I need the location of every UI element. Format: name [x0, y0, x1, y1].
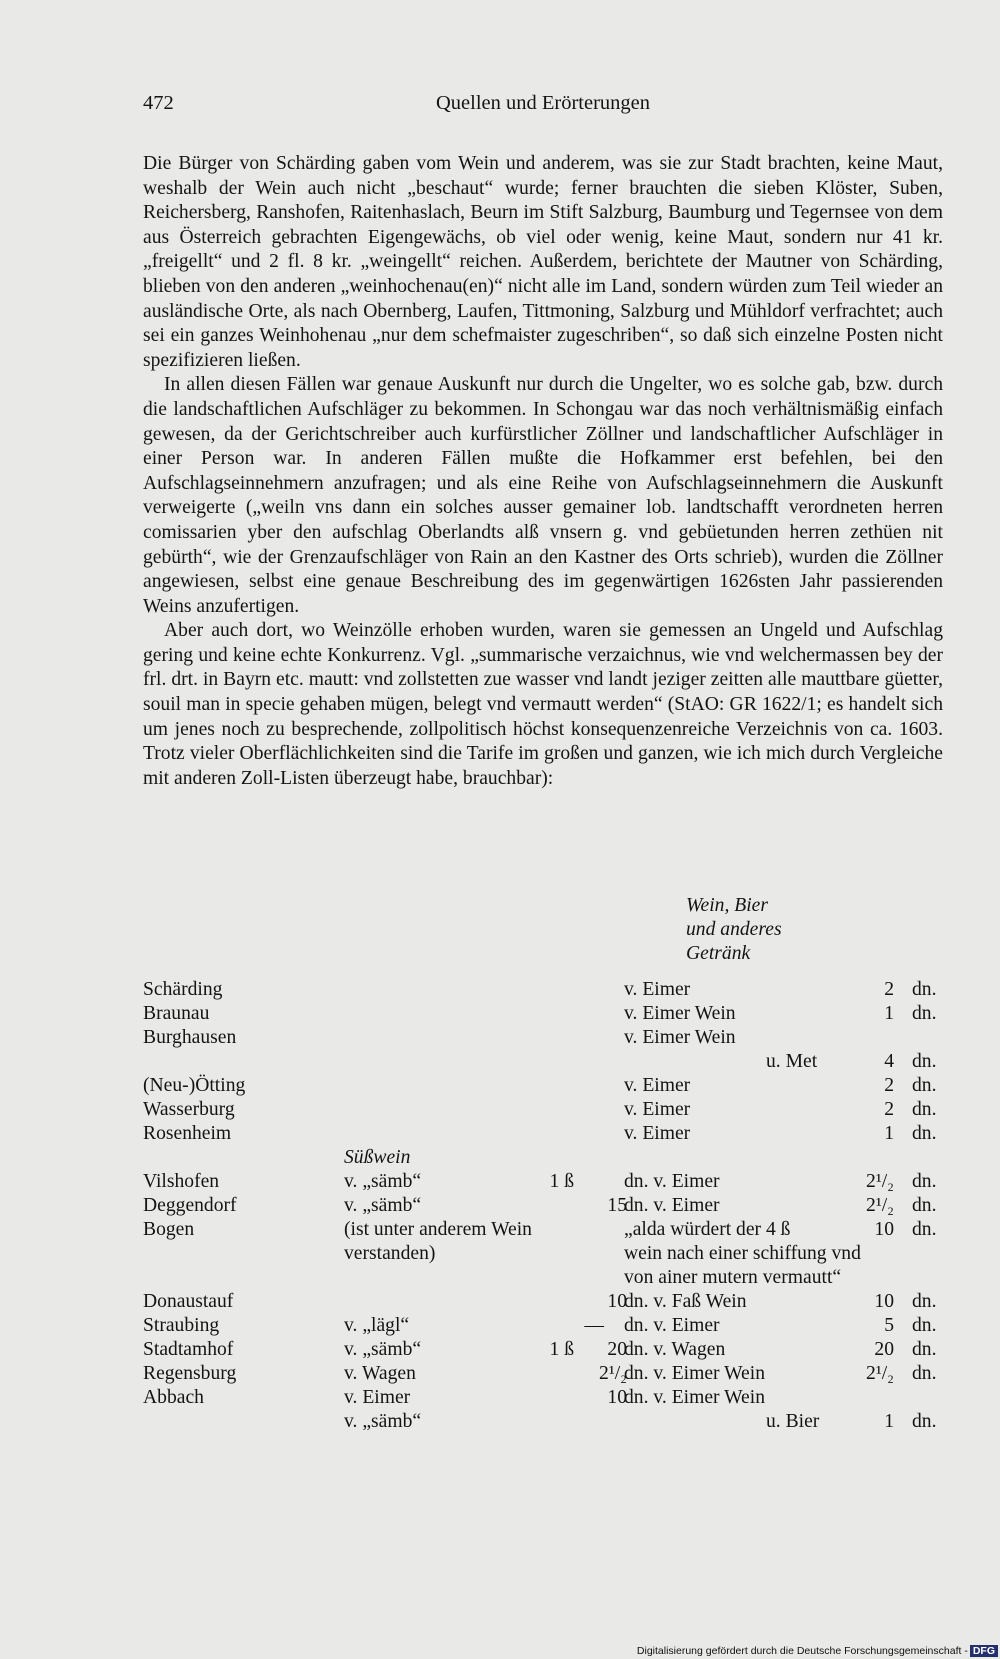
table-row — [0, 1314, 1000, 1338]
place-name: (Neu-)Ötting — [143, 1075, 246, 1096]
wine-unit: v. Eimer — [624, 1099, 691, 1120]
place-name: Rosenheim — [143, 1123, 232, 1144]
sweetwine-unit: v. „sämb“ — [344, 1411, 422, 1432]
table-row — [0, 978, 1000, 1002]
place-name: Burghausen — [143, 1027, 237, 1048]
place-name: Donaustauf — [143, 1291, 234, 1312]
table-header-line: Wein, Bier — [686, 895, 768, 916]
table-row — [0, 1194, 1000, 1218]
place-name: Bogen — [143, 1219, 195, 1240]
wine-amount: 2¹/₂ — [866, 1363, 894, 1384]
wine-amount: 2 — [884, 979, 894, 1000]
place-name: Straubing — [143, 1315, 220, 1336]
wine-unit: v. Eimer — [624, 979, 691, 1000]
wine-currency: dn. — [912, 1075, 937, 1096]
wine-currency: dn. — [912, 979, 937, 1000]
wine-amount: 10 — [874, 1219, 894, 1240]
table-row — [0, 1170, 1000, 1194]
sweetwine-unit: v. „lägl“ — [344, 1315, 410, 1336]
sweetwine-amount: 2¹/₂ — [599, 1363, 627, 1384]
wine-amount: 2¹/₂ — [866, 1171, 894, 1192]
wine-amount: 1 — [884, 1003, 894, 1024]
wine-unit-extra: u. Bier — [766, 1411, 820, 1432]
place-name: Schärding — [143, 979, 223, 1000]
wine-amount: 2 — [884, 1099, 894, 1120]
table-row — [0, 1290, 1000, 1314]
wine-unit: wein nach einer schiffung vnd — [624, 1243, 861, 1264]
wine-currency: dn. — [912, 1171, 937, 1192]
wine-unit: von ainer mutern vermautt“ — [624, 1267, 842, 1288]
wine-amount: 2¹/₂ — [866, 1195, 894, 1216]
running-title: Quellen und Erörterungen — [435, 92, 651, 114]
wine-currency: dn. — [912, 1195, 937, 1216]
sweetwine-amount: 20 — [607, 1339, 627, 1360]
body-text — [143, 152, 943, 791]
sweetwine-unit: v. „sämb“ — [344, 1339, 422, 1360]
sweetwine-unit: v. Eimer — [344, 1387, 411, 1408]
sweetwine-amount: 15 — [607, 1195, 627, 1216]
wine-unit: dn. v. Faß Wein — [624, 1291, 747, 1312]
table-row — [0, 1074, 1000, 1098]
sweetwine-unit: v. „sämb“ — [344, 1171, 422, 1192]
place-name: Regensburg — [143, 1363, 237, 1384]
table-row — [0, 1266, 1000, 1290]
table-row — [0, 1122, 1000, 1146]
wine-unit: dn. v. Eimer — [624, 1195, 720, 1216]
page-number: 472 — [143, 92, 174, 114]
table-row — [0, 1002, 1000, 1026]
table-row — [0, 1050, 1000, 1074]
table-row — [0, 1386, 1000, 1410]
table-row — [0, 1410, 1000, 1434]
wine-currency: dn. — [912, 1315, 937, 1336]
digitization-notice — [637, 1645, 998, 1657]
table-row — [0, 1362, 1000, 1386]
wine-currency: dn. — [912, 1003, 937, 1024]
place-name: Wasserburg — [143, 1099, 235, 1120]
dfg-logo: DFG — [970, 1645, 998, 1657]
wine-amount: 1 — [884, 1123, 894, 1144]
wine-currency: dn. — [912, 1291, 937, 1312]
wine-currency: dn. — [912, 1411, 937, 1432]
wine-unit: „alda würdert der 4 ß — [624, 1219, 791, 1240]
footer-text: Digitalisierung gefördert durch die Deutsche Forschungsgemeinschaft - — [636, 1645, 968, 1657]
wine-unit: dn. v. Eimer — [624, 1315, 720, 1336]
wine-unit: v. Eimer — [624, 1075, 691, 1096]
wine-unit: dn. v. Eimer Wein — [624, 1363, 765, 1384]
table-row — [0, 1218, 1000, 1242]
wine-unit-extra: u. Met — [766, 1051, 818, 1072]
wine-unit: dn. v. Wagen — [624, 1339, 726, 1360]
wine-unit: dn. v. Eimer — [624, 1171, 720, 1192]
wine-unit: dn. v. Eimer Wein — [624, 1387, 765, 1408]
wine-currency: dn. — [912, 1363, 937, 1384]
sweetwine-amount: 10 — [607, 1387, 627, 1408]
sweetwine-unit: verstanden) — [344, 1243, 436, 1264]
place-name: Stadtamhof — [143, 1339, 234, 1360]
wine-amount: 10 — [874, 1291, 894, 1312]
wine-amount: 1 — [884, 1411, 894, 1432]
place-name: Braunau — [143, 1003, 210, 1024]
place-name: Vilshofen — [143, 1171, 220, 1192]
table-header-line: und anderes — [686, 919, 782, 940]
table-row — [0, 1242, 1000, 1266]
sweetwine-unit: v. „sämb“ — [344, 1195, 422, 1216]
sweetwine-amount: 10 — [607, 1291, 627, 1312]
paragraph: Aber auch dort, wo Weinzölle erhoben wurden, waren sie gemessen an Ungeld und Aufschlag gering und keine echte Konkurrenz. Vgl. „summarische verzaichnus, wie vnd welchermassen bey der frl. drt. in Bayrn etc. mautt: vnd zollstetten zue wasser vnd landt jeziger zeitten alle mauttbare güetter, souil man in specie gehaben mügen, belegt vnd vermautt werden“ (StAO: GR 1622/1; es handelt sich um jenes noch zu besprechende, zollpolitisch höchst konsequenzenreiche Verzeichnis von ca. 1603. Trotz vieler Oberflächlichkeiten sind die Tarife im großen und ganzen, wie ich mich durch Vergleiche mit anderen Zoll-Listen überzeugt habe, brauchbar): — [143, 620, 943, 789]
table-row — [0, 1338, 1000, 1362]
sweetwine-unit: v. Wagen — [344, 1363, 416, 1384]
wine-unit: v. Eimer — [624, 1123, 691, 1144]
wine-currency: dn. — [912, 1123, 937, 1144]
wine-amount: 20 — [874, 1339, 894, 1360]
sweetwine-shilling: 1 ß — [549, 1339, 574, 1360]
paragraph: In allen diesen Fällen war genaue Auskunft nur durch die Ungelter, wo es solche gab, bzw. durch die landschaftlichen Aufschläger zu bekommen. In Schongau war das noch verhältnismäßig einfach gewesen, da der Gerichtschreiber auch kurfürstlicher Zöllner und landschaftlicher Aufschläger in einer Person war. In anderen Fällen mußte die Hofkammer erst befehlen, bei den Aufschlagseinnehmern anzufragen; und als eine Reihe von Aufschlagseinnehmern die Auskunft verweigerte („weiln vns dann ein solches ausser gemainer lob. landtschafft verordneten herren comissarien yber den aufschlag Oberlandts alß vnsern g. vnd gebüetunden herren zethüen nit gebürth“, wie der Grenzaufschläger von Rain an den Kastner des Orts schrieb), wurden die Zöllner angewiesen, selbst eine genaue Beschreibung des im gegenwärtigen 1626sten Jahr passierenden Weins anzufertigen. — [143, 374, 943, 617]
wine-currency: dn. — [912, 1339, 937, 1360]
wine-unit: v. Eimer Wein — [624, 1003, 736, 1024]
sweetwine-shilling: 1 ß — [549, 1171, 574, 1192]
sweetwine-subheader: Süßwein — [344, 1147, 411, 1168]
paragraph: Die Bürger von Schärding gaben vom Wein und anderem, was sie zur Stadt brachten, keine Maut, weshalb der Wein auch nicht „beschaut“ wurde; ferner brauchten die sieben Klöster, Suben, Reichersberg, Ranshofen, Raitenhaslach, Beurn im Stift Salzburg, Baumburg und Tegernsee von dem aus Österreich gebrachten Eigengewächs, ob viel oder wenig, keine Maut, sondern nur 41 kr. „freigellt“ und 2 fl. 8 kr. „weingellt“ reichen. Außerdem, berichtete der Mautner von Schärding, blieben von den anderen „weinhochenau(en)“ nicht alle im Land, sondern würden zum Teil wieder an ausländische Orte, als nach Obernberg, Laufen, Tittmoning, Salzburg und Mühldorf verfrachtet; auch sei ein ganzes Weinhohenau „nur dem schefmaister zugeschriben“, so daß sich einzelne Posten nicht spezifizieren ließen. — [143, 153, 943, 371]
wine-amount: 2 — [884, 1075, 894, 1096]
wine-currency: dn. — [912, 1219, 937, 1240]
sweetwine-dash: — — [584, 1315, 604, 1336]
page-header — [143, 92, 943, 122]
table-row — [0, 1026, 1000, 1050]
wine-currency: dn. — [912, 1051, 937, 1072]
wine-unit: v. Eimer Wein — [624, 1027, 736, 1048]
table-row — [0, 1098, 1000, 1122]
place-name: Abbach — [143, 1387, 204, 1408]
table-header-line: Getränk — [686, 943, 751, 964]
wine-currency: dn. — [912, 1099, 937, 1120]
sweetwine-unit: (ist unter anderem Wein — [344, 1219, 532, 1240]
wine-amount: 5 — [884, 1315, 894, 1336]
wine-amount: 4 — [884, 1051, 894, 1072]
place-name: Deggendorf — [143, 1195, 237, 1216]
